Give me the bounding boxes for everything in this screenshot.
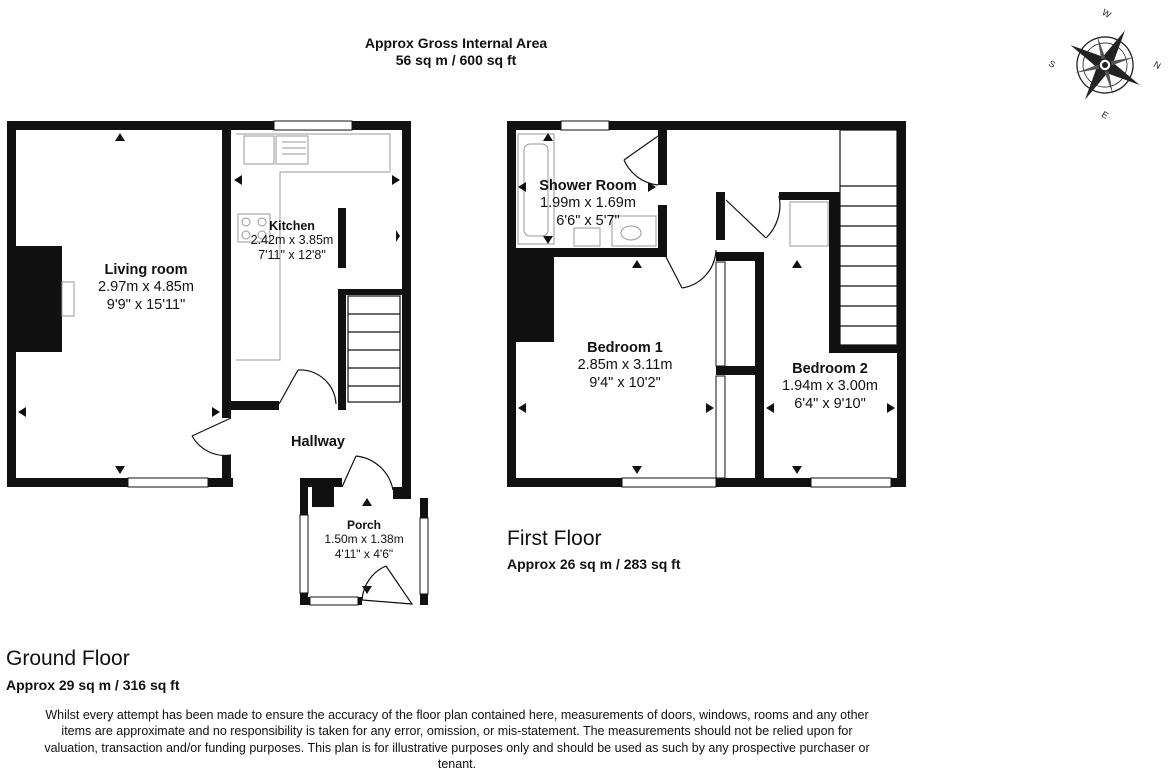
room-label-bedroom-1	[554, 340, 696, 392]
compass-south: S	[1046, 58, 1058, 70]
room-imperial: 9'4" x 10'2"	[589, 374, 661, 391]
compass-rose	[1050, 10, 1159, 119]
room-imperial: 7'11" x 12'8"	[258, 247, 326, 262]
room-label-kitchen	[236, 219, 348, 262]
room-label-living	[63, 262, 229, 314]
room-metric: 2.42m x 3.85m	[250, 233, 334, 248]
room-metric: 1.94m x 3.00m	[782, 378, 878, 395]
ground-floor-title: Ground Floor	[6, 647, 130, 670]
room-imperial: 6'6" x 5'7"	[556, 212, 620, 229]
room-name: Shower Room	[539, 178, 637, 194]
gia-label: Approx Gross Internal Area	[364, 35, 548, 51]
room-name: Hallway	[291, 434, 345, 450]
compass-north: N	[1151, 59, 1163, 72]
room-label-shower	[522, 178, 654, 230]
room-imperial: 9'9" x 15'11"	[106, 296, 186, 313]
room-name: Porch	[346, 518, 381, 532]
first-floor-stairs	[840, 130, 897, 345]
ground-floor-area: Approx 29 sq m / 316 sq ft	[6, 677, 180, 693]
first-floor-title: First Floor	[507, 527, 602, 550]
room-metric: 1.50m x 1.38m	[324, 532, 404, 547]
first-floor-area: Approx 26 sq m / 283 sq ft	[507, 556, 681, 572]
compass-west: W	[1100, 7, 1113, 20]
first-floor-plan	[507, 121, 906, 487]
disclaimer-text: Whilst every attempt has been made to ensure the accuracy of the floor plan contained here, measurements of doors, windows, rooms and any other items are approximate and no responsibility is taken for any error, omission, or mis-statement. The measurements should not be relied upon for valuation, transaction and/or funding purposes. This plan is for illustrative purposes only and should be used as such by any prospective purchaser or tenant.	[44, 708, 870, 771]
room-name: Kitchen	[269, 219, 315, 233]
room-name: Bedroom 2	[792, 361, 868, 377]
gia-value: 56 sq m / 600 sq ft	[395, 51, 517, 68]
room-name: Living room	[104, 262, 188, 278]
room-metric: 1.99m x 1.69m	[540, 195, 636, 212]
room-label-bedroom-2	[766, 361, 894, 413]
room-metric: 2.85m x 3.11m	[577, 357, 673, 374]
first-floor-windows	[561, 121, 891, 487]
room-label-hallway	[270, 434, 366, 451]
room-name: Bedroom 1	[587, 340, 663, 356]
room-label-porch	[309, 518, 419, 561]
room-imperial: 4'11" x 4'6"	[334, 546, 394, 561]
compass-east: E	[1099, 109, 1111, 121]
gross-internal-area	[306, 35, 606, 69]
room-imperial: 6'4" x 9'10"	[794, 395, 866, 412]
ground-floor-stairs	[348, 296, 400, 402]
room-metric: 2.97m x 4.85m	[98, 279, 194, 296]
